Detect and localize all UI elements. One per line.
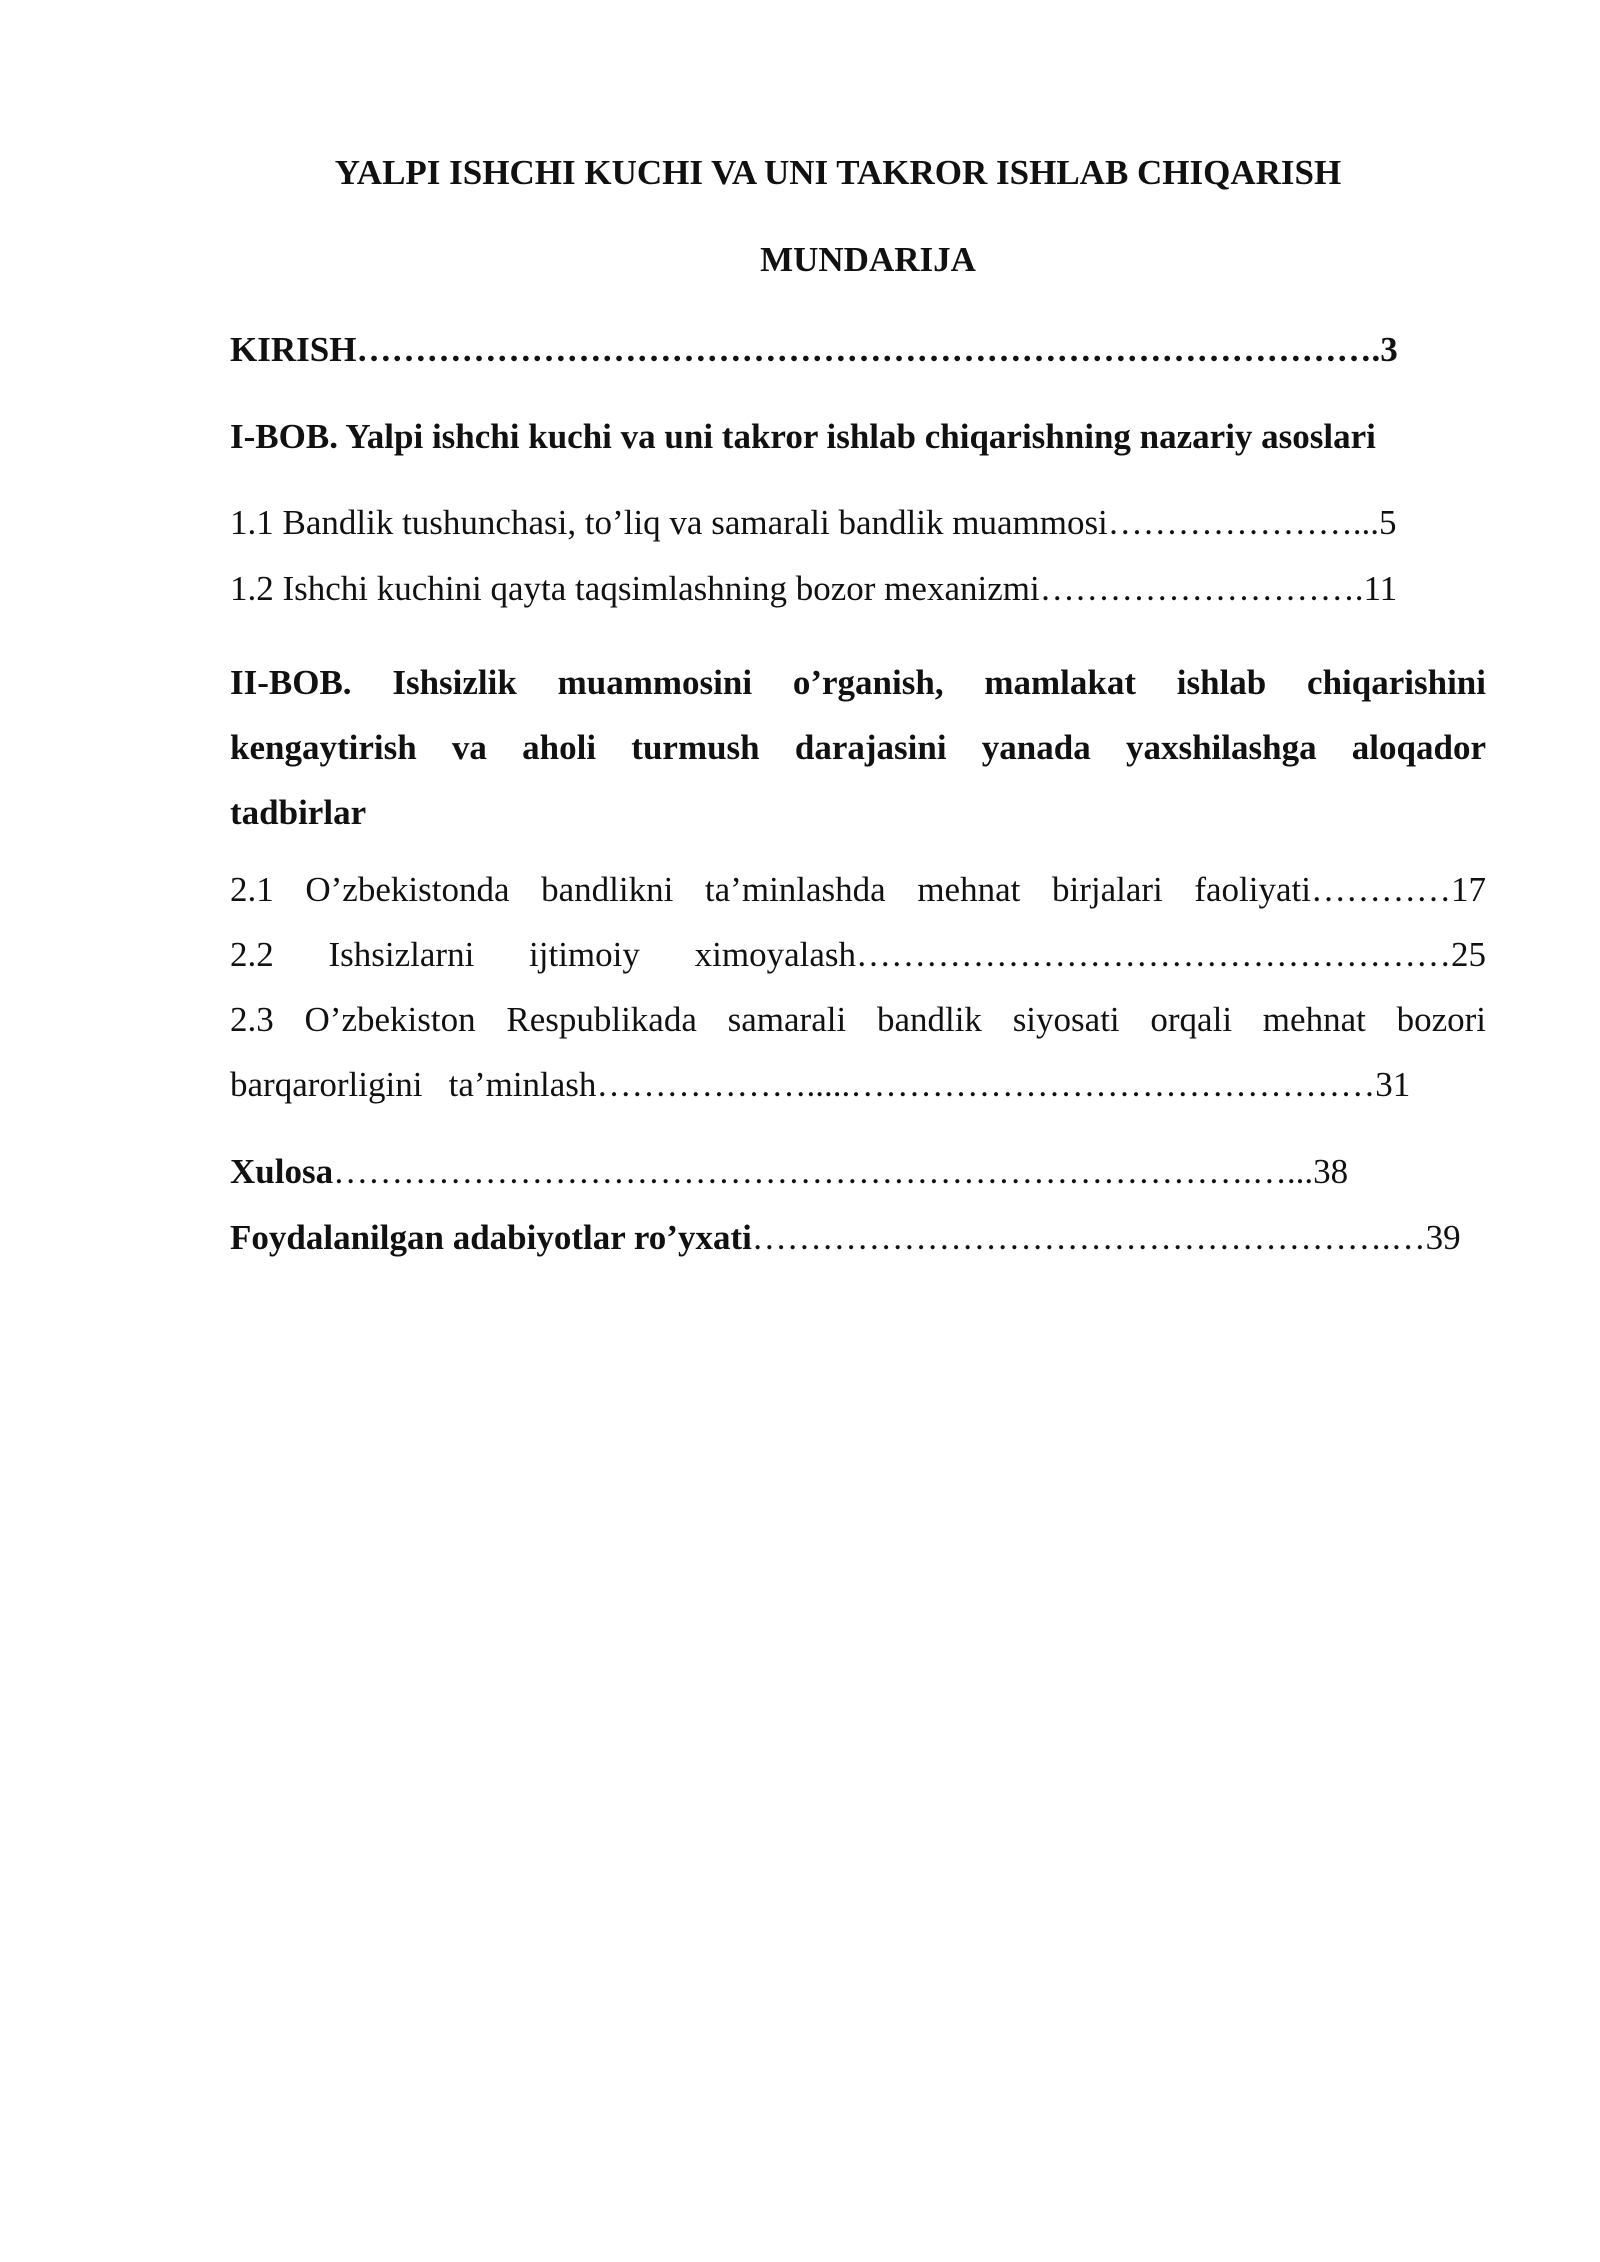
toc-page-number: 5 (1379, 503, 1397, 542)
toc-entry-line (230, 868, 1486, 912)
document-title: YALPI ISHCHI KUCHI VA UNI TAKROR ISHLAB CHIQARISH (334, 153, 1342, 192)
toc-leader-dots: ………… (1311, 870, 1451, 909)
toc-leader-dots: ………………………. (1039, 569, 1364, 608)
toc-entry-label: 1.1 Bandlik tushunchasi, to’liq va samarali bandlik muammosi (230, 503, 1108, 542)
toc-leader-dots: …………………………………………… (856, 935, 1451, 974)
toc-page-number: 17 (1451, 870, 1486, 909)
chapter-2-heading-line: kengaytirish va aholi turmush darajasini yanada yaxshilashga aloqador (230, 728, 1486, 767)
toc-entry-label: KIRISH (230, 330, 357, 369)
toc-leader-dots: ……………………………………………………………………………. (356, 330, 1381, 369)
chapter-2-heading-line: II-BOB. Ishsizlik muammosini o’rganish, mamlakat ishlab chiqarishini (230, 663, 1486, 702)
toc-entry-label: 1.2 Ishchi kuchini qayta taqsimlashning bozor mexanizmi (230, 569, 1040, 608)
toc-entry-intro (230, 328, 1486, 372)
toc-entry-2-1 (230, 868, 1486, 912)
toc-heading: MUNDARIJA (760, 240, 976, 279)
toc-entry-line (230, 933, 1486, 977)
toc-leader-dots: ……………….....……………………………………… (596, 1065, 1376, 1104)
toc-page-number: 11 (1363, 569, 1398, 608)
chapter-2-heading (230, 650, 1486, 845)
toc-entry-label: Foydalanilgan adabiyotlar ro’yxati (230, 1218, 752, 1257)
toc-entry-label: 2.2 Ishsizlarni ijtimoiy ximoyalash (230, 935, 856, 974)
toc-entry-2-3-cont (230, 1063, 1486, 1107)
toc-entry-label: barqarorligini ta’minlash (230, 1065, 597, 1104)
toc-entry-conclusion (230, 1150, 1486, 1194)
toc-page-number: 25 (1451, 935, 1486, 974)
toc-entry-1-1 (230, 501, 1486, 545)
toc-leader-dots: ……………………………………………….… (751, 1218, 1426, 1257)
toc-page-number: 3 (1380, 330, 1398, 369)
chapter-2-heading-line: tadbirlar (230, 793, 367, 832)
toc-entry-1-2 (230, 567, 1486, 611)
toc-entry-2-2 (230, 933, 1486, 977)
toc-leader-dots: …………………………………………………………………….…... (333, 1152, 1314, 1191)
toc-entry-2-3 (230, 998, 1486, 1042)
toc-page-number: 39 (1425, 1218, 1461, 1257)
toc-page-number: 38 (1313, 1152, 1349, 1191)
toc-entry-references (230, 1216, 1486, 1260)
toc-page-number: 31 (1375, 1065, 1411, 1104)
toc-leader-dots: …………………... (1107, 503, 1380, 542)
toc-entry-label: Xulosa (230, 1152, 334, 1191)
toc-entry-label: 2.1 O’zbekistonda bandlikni ta’minlashda mehnat birjalari faoliyati (230, 870, 1311, 909)
chapter-1-heading: I-BOB. Yalpi ishchi kuchi va uni takror ishlab chiqarishning nazariy asoslari (230, 417, 1376, 456)
toc-entry-line: 2.3 O’zbekiston Respublikada samarali bandlik siyosati orqali mehnat bozori (230, 1000, 1486, 1039)
